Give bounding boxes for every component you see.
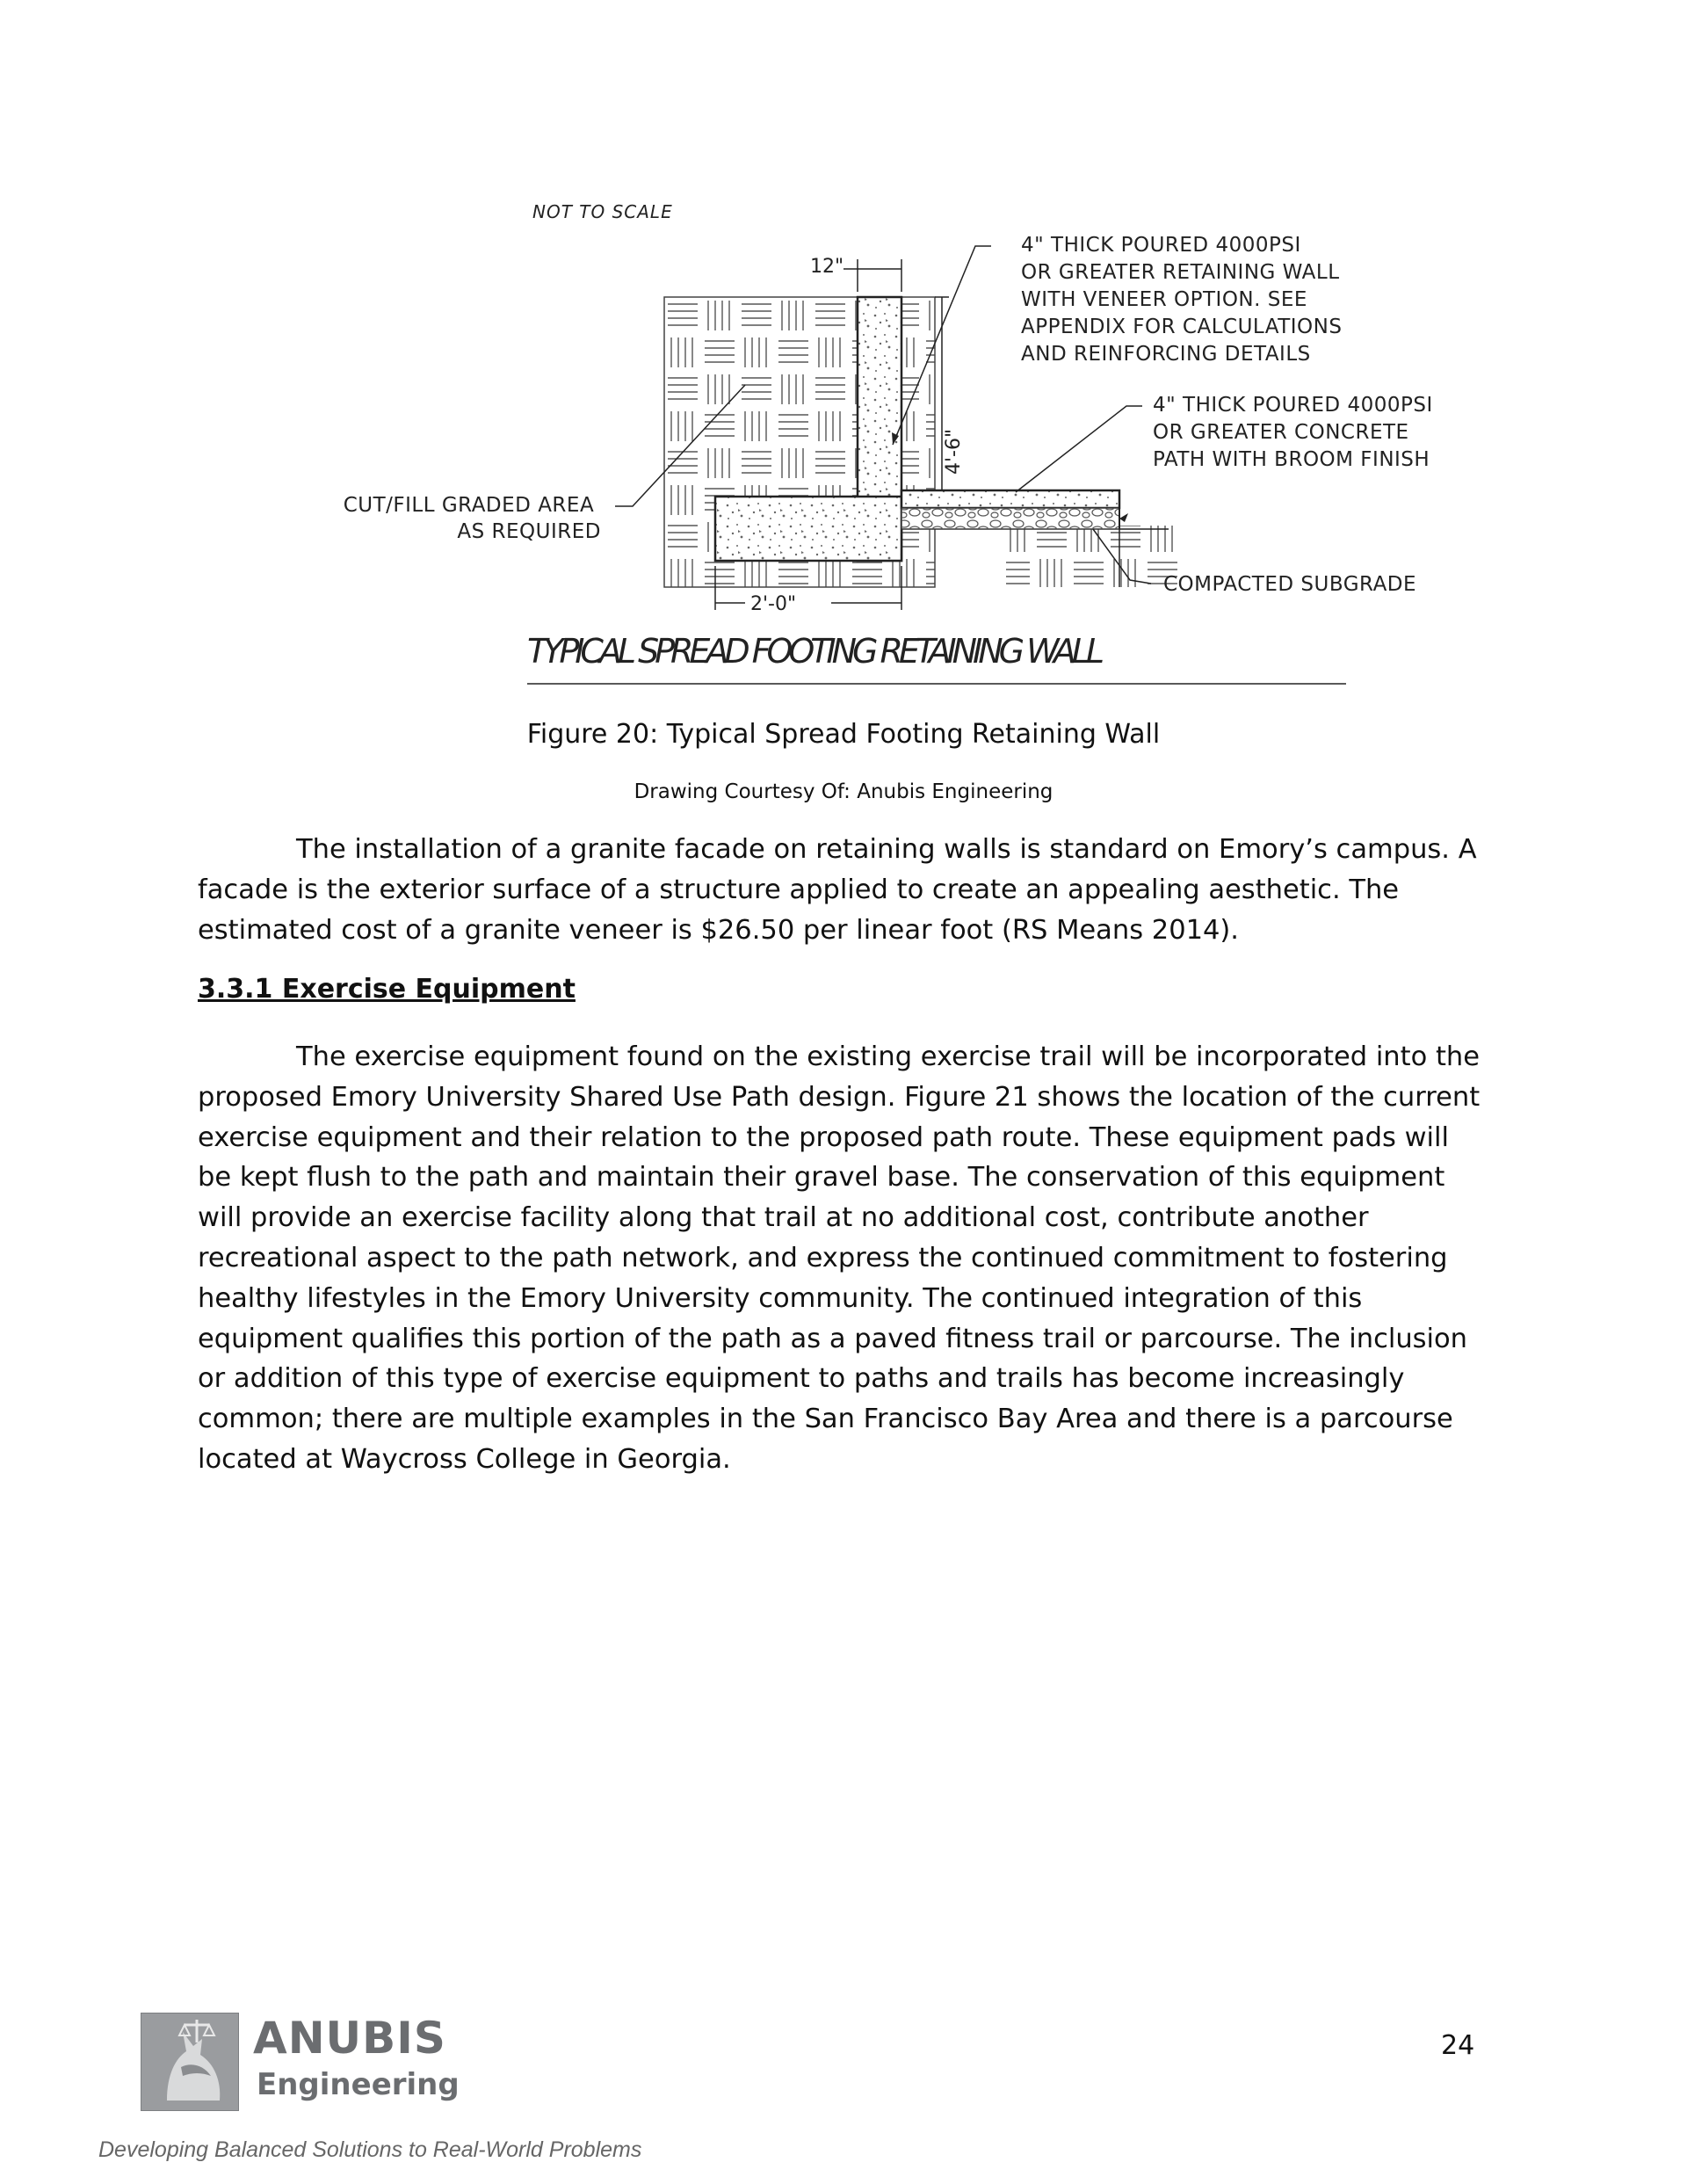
logo-subtitle: Engineering (257, 2067, 460, 2102)
section-heading: 3.3.1 Exercise Equipment (198, 974, 576, 1005)
company-logo (141, 2013, 460, 2114)
paragraph-exercise-equipment: The exercise equipment found on the existing exercise trail will be incorporated into the proposed Emory University Shared Use Path design. Figure 21 shows the location of the current exercise equipment and their relation to the proposed path route. These equipment pads will be kept flush to the path and maintain their gravel base. The conservation of this equipment will provide an exercise facility along that trail at no additional cost, contribute another recreational aspect to the path network, and express the continued commitment to fostering healthy lifestyles in the Emory University community. The continued integration of this equipment qualifies this portion of the path as a paved fitness trail or parcourse. The inclusion or addition of this type of exercise equipment to paths and trails has become increasingly common; there are multiple examples in the San Francisco Bay Area and there is a parcourse located at Waycross College in Georgia. (198, 1041, 1481, 1475)
figure-caption: Figure 20: Typical Spread Footing Retaining Wall (526, 719, 1161, 750)
wall-note: 4" THICK POURED 4000PSI OR GREATER RETAINING WALL WITH VENEER OPTION. SEE APPENDIX FOR CALCULATIONS AND REINFORCING DETAILS (1021, 234, 1343, 366)
fill-note: CUT/FILL GRADED AREA AS REQUIRED (343, 494, 601, 543)
dim-top-label: 12" (810, 256, 844, 278)
retaining-wall-drawing (281, 185, 1511, 712)
subgrade-note: COMPACTED SUBGRADE (1163, 573, 1417, 596)
dim-height-label: 4'-6" (943, 428, 965, 475)
figure-credit: Drawing Courtesy Of: Anubis Engineering (634, 780, 1053, 803)
subgrade-hatch (1006, 526, 1182, 587)
path-note: 4" THICK POURED 4000PSI OR GREATER CONCRETE PATH WITH BROOM FINISH (1153, 394, 1433, 471)
drawing-title: TYPICAL SPREAD FOOTING RETAINING WALL (527, 632, 1107, 671)
anubis-emblem-icon (141, 2013, 239, 2111)
page-number: 24 (1441, 2030, 1475, 2061)
footer-tagline: Developing Balanced Solutions to Real-World Problems (98, 2137, 642, 2162)
scale-note: NOT TO SCALE (532, 201, 673, 222)
paragraph-facade: The installation of a granite facade on retaining walls is standard on Emory’s campus. A facade is the exterior surface of a structure applied to create an appealing aesthetic. The estimated cost of a granite veneer is $26.50 per linear foot (RS Means 2014). (198, 834, 1477, 946)
logo-name: ANUBIS (253, 2013, 446, 2064)
dim-footing-label: 2'-0" (750, 593, 797, 615)
